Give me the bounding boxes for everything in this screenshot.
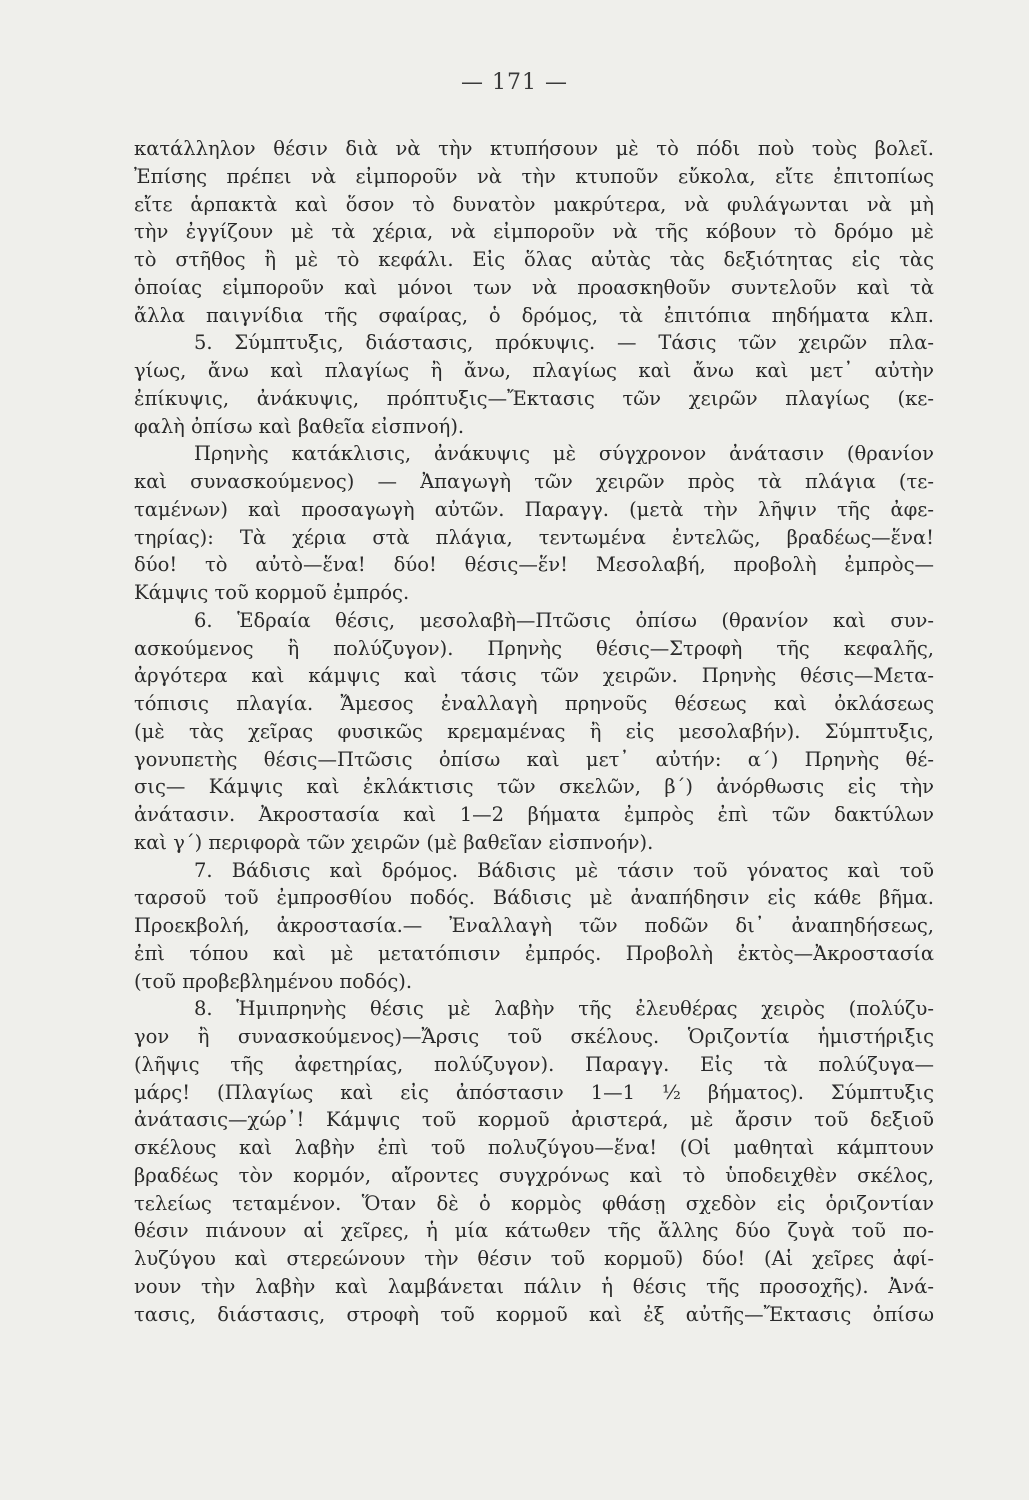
text-line: Πρηνὴς κατάκλισις, ἀνάκυψις μὲ σύγχρονον ἀνάτασιν (θρανίον [194, 442, 934, 466]
text-line: λυζύγου καὶ στερεώνουν τὴν θέσιν τοῦ κορμοῦ) δύο! (Αἱ χεῖρες ἀφί- [134, 1247, 934, 1270]
text-line: ἐπίκυψις, ἀνάκυψις, πρόπτυξις—Ἔκτασις τῶν χειρῶν πλαγίως (κε- [134, 386, 934, 410]
text-line: σκέλους καὶ λαβὴν ἐπὶ τοῦ πολυζύγου—ἕνα! (Οἱ μαθηταὶ κάμπτουν [134, 1136, 934, 1159]
text-line: Προεκβολή, ἀκροστασία.— Ἐναλλαγὴ τῶν ποδῶν δι᾿ ἀναπηδήσεως, [134, 914, 934, 937]
page-number: — 171 — [461, 70, 568, 95]
text-line: ασκούμενος ἢ πολύζυγον). Πρηνὴς θέσις—Στροφὴ τῆς κεφαλῆς, [134, 636, 934, 660]
text-line: γονυπετὴς θέσις—Πτῶσις ὀπίσω καὶ μετ᾿ αὐτήν: α΄) Πρηνὴς θέ- [134, 747, 934, 771]
text-line: (λῆψις τῆς ἀφετηρίας, πολύζυγον). Παραγγ. Εἰς τὰ πολύζυγα— [134, 1052, 934, 1076]
text-line: (τοῦ προβεβλημένου ποδός). [134, 969, 413, 993]
text-line: νουν τὴν λαβὴν καὶ λαμβάνεται πάλιν ἡ θέσις τῆς προσοχῆς). Ἀνά- [134, 1274, 934, 1298]
text-line: τασις, διάστασις, στροφὴ τοῦ κορμοῦ καὶ ἐξ αὐτῆς—Ἔκτασις ὀπίσω [134, 1302, 934, 1326]
text-line: κατάλληλον θέσιν διὰ νὰ τὴν κτυπήσουν μὲ τὸ πόδι ποὺ τοὺς βολεῖ. [134, 137, 934, 160]
text-line: τηρίας): Τὰ χέρια στὰ πλάγια, τεντωμένα ἐντελῶς, βραδέως—ἕνα! [134, 525, 934, 549]
text-line: ἄλλα παιγνίδια τῆς σφαίρας, ὁ δρόμος, τὰ ἐπιτόπια πηδήματα κλπ. [134, 303, 934, 327]
text-line: τὸ στῆθος ἢ μὲ τὸ κεφάλι. Εἰς ὅλας αὐτὰς τὰς δεξιότητας εἰς τὰς [134, 248, 934, 271]
text-line: βραδέως τὸν κορμόν, αἴροντες συγχρόνως καὶ τὸ ὑποδειχθὲν σκέλος, [134, 1163, 934, 1187]
text-line: γον ἢ συνασκούμενος)—Ἄρσις τοῦ σκέλους. Ὁριζοντία ἡμιστήριξις [134, 1025, 934, 1048]
text-line: ἀργότερα καὶ κάμψις καὶ τάσις τῶν χειρῶν. Πρηνὴς θέσις—Μετα- [134, 664, 934, 688]
text-line: ὁποίας εἰμποροῦν καὶ μόνοι των νὰ προασκηθοῦν συντελοῦν καὶ τὰ [134, 275, 934, 299]
text-line: 6. Ἑδραία θέσις, μεσολαβὴ—Πτῶσις ὀπίσω (θρανίον καὶ συν- [194, 608, 934, 632]
text-line: εἴτε ἁρπακτὰ καὶ ὅσον τὸ δυνατὸν μακρύτερα, νὰ φυλάγωνται νὰ μὴ [134, 192, 934, 216]
text-line: φαλὴ ὀπίσω καὶ βαθεῖα εἰσπνοή). [134, 414, 465, 438]
text-line: Ἐπίσης πρέπει νὰ εἰμποροῦν νὰ τὴν κτυποῦν εὔκολα, εἴτε ἐπιτοπίως [134, 164, 934, 188]
text-line: μάρς! (Πλαγίως καὶ εἰς ἀπόστασιν 1—1 ½ βήματος). Σύμπτυξις [134, 1080, 934, 1104]
text-line: τὴν ἐγγίζουν μὲ τὰ χέρια, νὰ εἰμποροῦν νὰ τῆς κόβουν τὸ δρόμο μὲ [134, 220, 934, 244]
text-line: τελείως τεταμένον. Ὅταν δὲ ὁ κορμὸς φθάσῃ σχεδὸν εἰς ὁριζοντίαν [134, 1191, 934, 1215]
text-line: ἀνάτασιν. Ἀκροστασία καὶ 1—2 βήματα ἐμπρὸς ἐπὶ τῶν δακτύλων [134, 803, 934, 826]
text-line: καὶ γ΄) περιφορὰ τῶν χειρῶν (μὲ βαθεῖαν εἰσπνοήν). [134, 830, 654, 854]
body-text [134, 135, 934, 1328]
text-line: Κάμψις τοῦ κορμοῦ ἐμπρός. [134, 581, 410, 604]
text-line: 5. Σύμπτυξις, διάστασις, πρόκυψις. — Τάσις τῶν χειρῶν πλα- [194, 331, 934, 355]
text-line: σις— Κάμψις καὶ ἐκλάκτισις τῶν σκελῶν, β΄) ἀνόρθωσις εἰς τὴν [134, 775, 934, 799]
text-line: 8. Ἡμιπρηνὴς θέσις μὲ λαβὴν τῆς ἐλευθέρας χειρὸς (πολύζυ- [194, 997, 934, 1021]
text-line: ταρσοῦ τοῦ ἐμπροσθίου ποδός. Βάδισις μὲ ἀναπήδησιν εἰς κάθε βῆμα. [134, 886, 934, 910]
text-line: ἐπὶ τόπου καὶ μὲ μετατόπισιν ἐμπρός. Προβολὴ ἐκτὸς—Ἀκροστασία [134, 941, 934, 965]
text-line: γίως, ἄνω καὶ πλαγίως ἢ ἄνω, πλαγίως καὶ ἄνω καὶ μετ᾿ αὐτὴν [134, 359, 934, 382]
text-line: καὶ συνασκούμενος) — Ἀπαγωγὴ τῶν χειρῶν πρὸς τὰ πλάγια (τε- [134, 470, 934, 493]
text-line: τόπισις πλαγία. Ἄμεσος ἐναλλαγὴ πρηνοῦς θέσεως καὶ ὀκλάσεως [134, 692, 934, 715]
text-line: 7. Βάδισις καὶ δρόμος. Βάδισις μὲ τάσιν τοῦ γόνατος καὶ τοῦ [194, 858, 934, 882]
text-line: ταμένων) καὶ προσαγωγὴ αὐτῶν. Παραγγ. (μετὰ τὴν λῆψιν τῆς ἀφε- [134, 497, 934, 521]
text-line: (μὲ τὰς χεῖρας φυσικῶς κρεμαμένας ἢ εἰς μεσολαβήν). Σύμπτυξις, [134, 719, 934, 743]
text-line: θέσιν πιάνουν αἱ χεῖρες, ἡ μία κάτωθεν τῆς ἄλλης δύο ζυγὰ τοῦ πο- [134, 1219, 934, 1243]
text-line: ἀνάτασις—χώρ᾿! Κάμψις τοῦ κορμοῦ ἀριστερά, μὲ ἄρσιν τοῦ δεξιοῦ [134, 1108, 934, 1132]
text-line: δύο! τὸ αὐτὸ—ἕνα! δύο! θέσις—ἕν! Μεσολαβή, προβολὴ ἐμπρὸς— [134, 553, 934, 577]
